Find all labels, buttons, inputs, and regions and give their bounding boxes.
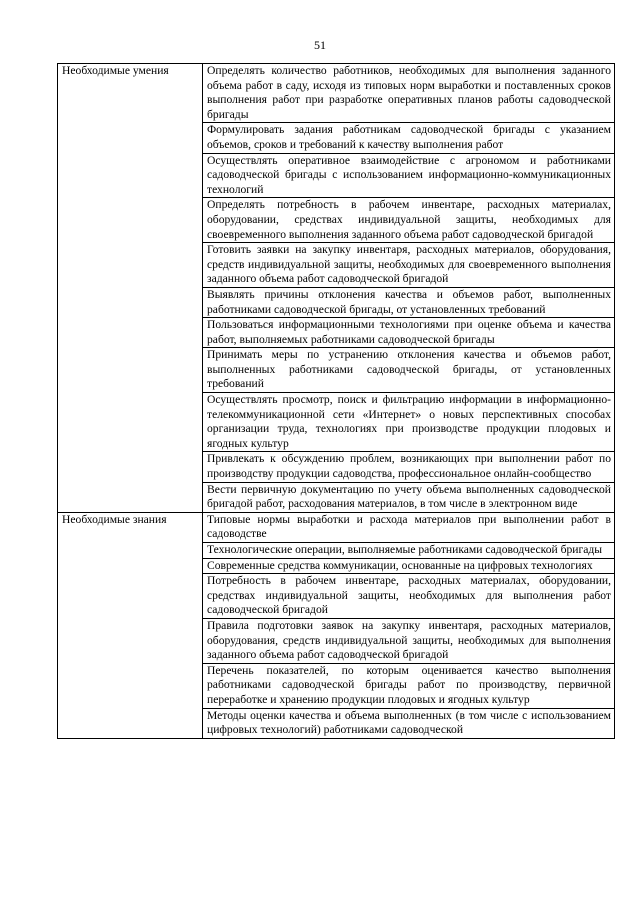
skill-item: Определять потребность в рабочем инвентаре, расходных материалах, оборудовании, средствах индивидуальной защиты, необходимых для своевременного выполнения заданного объема работ садоводческой бригадой [203, 198, 615, 243]
skill-item: Принимать меры по устранению отклонения качества и объемов работ, выполненных работниками садоводческой бригады, от установленных требований [203, 348, 615, 393]
skill-item: Осуществлять оперативное взаимодействие с агрономом и работниками садоводческой бригады с использованием информационно-коммуникационных технологий [203, 153, 615, 198]
section-heading-skills: Необходимые умения [58, 64, 203, 513]
knowledge-item: Методы оценки качества и объема выполненных (в том числе с использованием цифровых технологий) работниками садоводческой [203, 708, 615, 738]
knowledge-item: Потребность в рабочем инвентаре, расходных материалах, оборудовании, средствах индивидуальной защиты, необходимых для выполнения работ садоводческой бригадой [203, 574, 615, 619]
skill-item: Пользоваться информационными технологиями при оценке объема и качества работ, выполняемых работниками садоводческой бригады [203, 318, 615, 348]
requirements-table [57, 63, 615, 739]
skill-item: Привлекать к обсуждению проблем, возникающих при выполнении работ по производству продукции садоводства, профессиональное онлайн-сообщество [203, 452, 615, 482]
section-heading-knowledge: Необходимые знания [58, 512, 203, 738]
skill-item: Выявлять причины отклонения качества и объемов работ, выполненных работниками садоводческой бригады, от установленных требований [203, 287, 615, 317]
knowledge-item: Технологические операции, выполняемые работниками садоводческой бригады [203, 543, 615, 559]
table-row [58, 512, 615, 542]
skill-item: Вести первичную документацию по учету объема выполненных садоводческой бригадой работ, расходования материалов, в том числе в электронном виде [203, 482, 615, 512]
knowledge-item: Правила подготовки заявок на закупку инвентаря, расходных материалов, оборудования, средств индивидуальной защиты, необходимых для выполнения заданного объема работ садоводческой бригадой [203, 618, 615, 663]
skill-item: Определять количество работников, необходимых для выполнения заданного объема работ в саду, исходя из типовых норм выработки и поставленных сроков выполнения работ при разработке оперативных планов работы садоводческой бригады [203, 64, 615, 123]
knowledge-item: Современные средства коммуникации, основанные на цифровых технологиях [203, 558, 615, 574]
skill-item: Готовить заявки на закупку инвентаря, расходных материалов, оборудования, средств индивидуальной защиты, необходимых для своевременного выполнения заданного объема работ садоводческой бригадой [203, 243, 615, 288]
knowledge-item: Типовые нормы выработки и расхода материалов при выполнении работ в садоводстве [203, 512, 615, 542]
skill-item: Формулировать задания работникам садоводческой бригады с указанием объемов, сроков и требований к качеству выполнения работ [203, 123, 615, 153]
knowledge-item: Перечень показателей, по которым оценивается качество выполнения работниками садоводческой бригады работ по производству, первичной переработке и хранению продукции плодовых и ягодных культур [203, 663, 615, 708]
page-number: 51 [314, 38, 326, 52]
skill-item: Осуществлять просмотр, поиск и фильтрацию информации в информационно-телекоммуникационной сети «Интернет» о новых перспективных способах организации труда, технологиях при производстве продукции плодовых и ягодных культур [203, 393, 615, 452]
table-row [58, 64, 615, 123]
